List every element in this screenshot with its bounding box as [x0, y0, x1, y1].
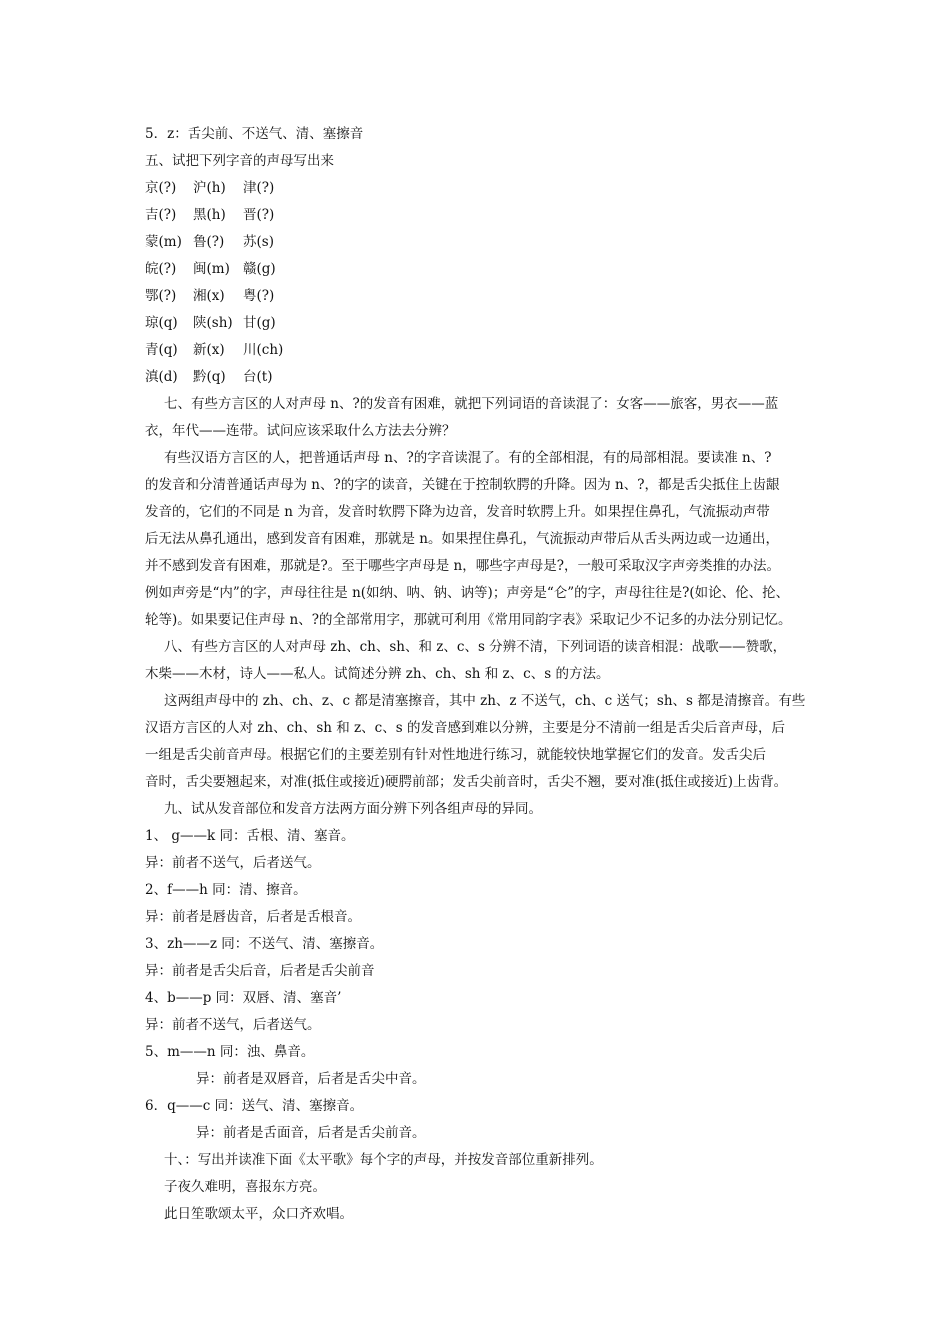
poem-line: 子夜久难明，喜报东方亮。 — [164, 1179, 326, 1195]
list-item: 2、f——h 同：清、擦音。 — [145, 882, 307, 898]
list-item: 4、b——p 同：双唇、清、塞音’ — [145, 990, 342, 1006]
poem-line: 此日笙歌颂太平，众口齐欢唱。 — [164, 1206, 353, 1222]
list-item: 3、zh——z 同：不送气、清、塞擦音。 — [145, 936, 384, 952]
list-item: 1、 g——k 同：舌根、清、塞音。 — [145, 828, 355, 844]
list-item: 异：前者是双唇音，后者是舌尖中音。 — [196, 1071, 426, 1087]
table-row: 琼(q) 陕(sh) 甘(g) — [145, 315, 276, 331]
list-item: 异：前者不送气，后者送气。 — [145, 1017, 321, 1033]
section-5-title: 五、试把下列字音的声母写出来 — [145, 153, 334, 169]
table-row: 鄂(?) 湘(x) 粤(?) — [145, 288, 275, 304]
section-9-title: 九、试从发音部位和发音方法两方面分辨下列各组声母的异同。 — [164, 801, 542, 817]
list-item: 6．q——c 同：送气、清、塞擦音。 — [145, 1098, 364, 1114]
list-item: 异：前者是舌尖后音，后者是舌尖前音 — [145, 963, 375, 979]
list-item: 异：前者是唇齿音，后者是舌根音。 — [145, 909, 361, 925]
table-row: 吉(?) 黑(h) 晋(?) — [145, 207, 275, 223]
document-page: 5．z：舌尖前、不送气、清、塞擦音 五、试把下列字音的声母写出来 京(?) 沪(h) 津(?) 吉(?) 黑(h) 晋(?) 蒙(m) 鲁(?) 苏(s) 皖(?) 闽(m) 赣(g) 鄂(?) 湘(x) 粤(?) 琼(q) 陕(sh) 甘(g) 青(q) 新(x) 川(ch) 滇(d) 黔(q) 台(t) 七、有些方言区的人对声母 n、?的发音有困难，就把下列词语的音读混了：女客——旅客，男衣——蓝 衣，年代——连带。试问应该采取什么方法去分辨？ 有些汉语方言区的人，把普通话声母 n、?的字音读混了。有的全部相混，有的局部相混。要读准 n、? 的发音和分清普通话声母为 n、?的字的读音，关键在于控制软腭的升降。因为 n、?，都是舌尖抵住上齿龈 发音的，它们的不同是 n 为音，发音时软腭下降为边音，发音时软腭上升。如果捏住鼻孔，气流振动声带 后无法从鼻孔通出，感到发音有困难，那就是 n。如果捏住鼻孔，气流振动声带后从舌头两边或一边通出， 并不感到发音有困难，那就是?。至于哪些字声母是 n，哪些字声母是?，一般可采取汉字声旁类推的办法。 例如声旁是“内”的字，声母往往是 n(如纳、呐、钠、讷等)；声旁是“仑”的字，声母往往是?(如论、伦、抡、 轮等)。如果要记住声母 n、?的全部常用字，那就可利用《常用同韵字表》采取记少不记多的办法分别记忆。 八、有些方言区的人对声母 zh、ch、sh、和 z、c、s 分辨不清，下列词语的读音相混：战歌——赞歌， 木柴——木材，诗人——私人。试简述分辨 zh、ch、sh 和 z、c、s 的方法。 这两组声母中的 zh、ch、z、c 都是清塞擦音，其中 zh、z 不送气，ch、c 送气；sh、s 都是清擦音。有些 汉语方言区的人对 zh、ch、sh 和 z、c、s 的发音感到难以分辨，主要是分不清前一组是舌尖后音声母，后 一组是舌尖前音声母。根据它们的主要差别有针对性地进行练习，就能较快地掌握它们的发音。发舌尖后 音时，舌尖要翘起来，对准(抵住或接近)硬腭前部；发舌尖前音时，舌尖不翘，要对准(抵住或接近)上齿背。 九、试从发音部位和发音方法两方面分辨下列各组声母的异同。 1、 g——k 同：舌根、清、塞音。 异：前者不送气，后者送气。 2、f——h 同：清、擦音。 异：前者是唇齿音，后者是舌根音。 3、zh——z 同：不送气、清、塞擦音。 异：前者是舌尖后音，后者是舌尖前音 4、b——p 同：双唇、清、塞音’ 异：前者不送气，后者送气。 5、m——n 同：浊、鼻音。 异：前者是双唇音，后者是舌尖中音。 6．q——c 同：送气、清、塞擦音。 异：前者是舌面音，后者是舌尖前音。 十、：写出并读准下面《太平歌》每个字的声母，并按发音部位重新排列。 子夜久难明，喜报东方亮。 此日笙歌颂太平，众口齐欢唱。 — [145, 126, 806, 1222]
table-row: 皖(?) 闽(m) 赣(g) — [145, 261, 276, 277]
answer-line-5z: 5．z：舌尖前、不送气、清、塞擦音 — [145, 126, 364, 142]
table-row: 滇(d) 黔(q) 台(t) — [145, 369, 273, 385]
list-item: 异：前者不送气，后者送气。 — [145, 855, 321, 871]
table-row: 青(q) 新(x) 川(ch) — [145, 342, 284, 358]
table-row: 蒙(m) 鲁(?) 苏(s) — [145, 234, 274, 250]
section-10-title: 十、：写出并读准下面《太平歌》每个字的声母，并按发音部位重新排列。 — [164, 1152, 603, 1168]
table-row: 京(?) 沪(h) 津(?) — [145, 180, 275, 196]
list-item: 异：前者是舌面音，后者是舌尖前音。 — [196, 1125, 426, 1141]
list-item: 5、m——n 同：浊、鼻音。 — [145, 1044, 315, 1060]
